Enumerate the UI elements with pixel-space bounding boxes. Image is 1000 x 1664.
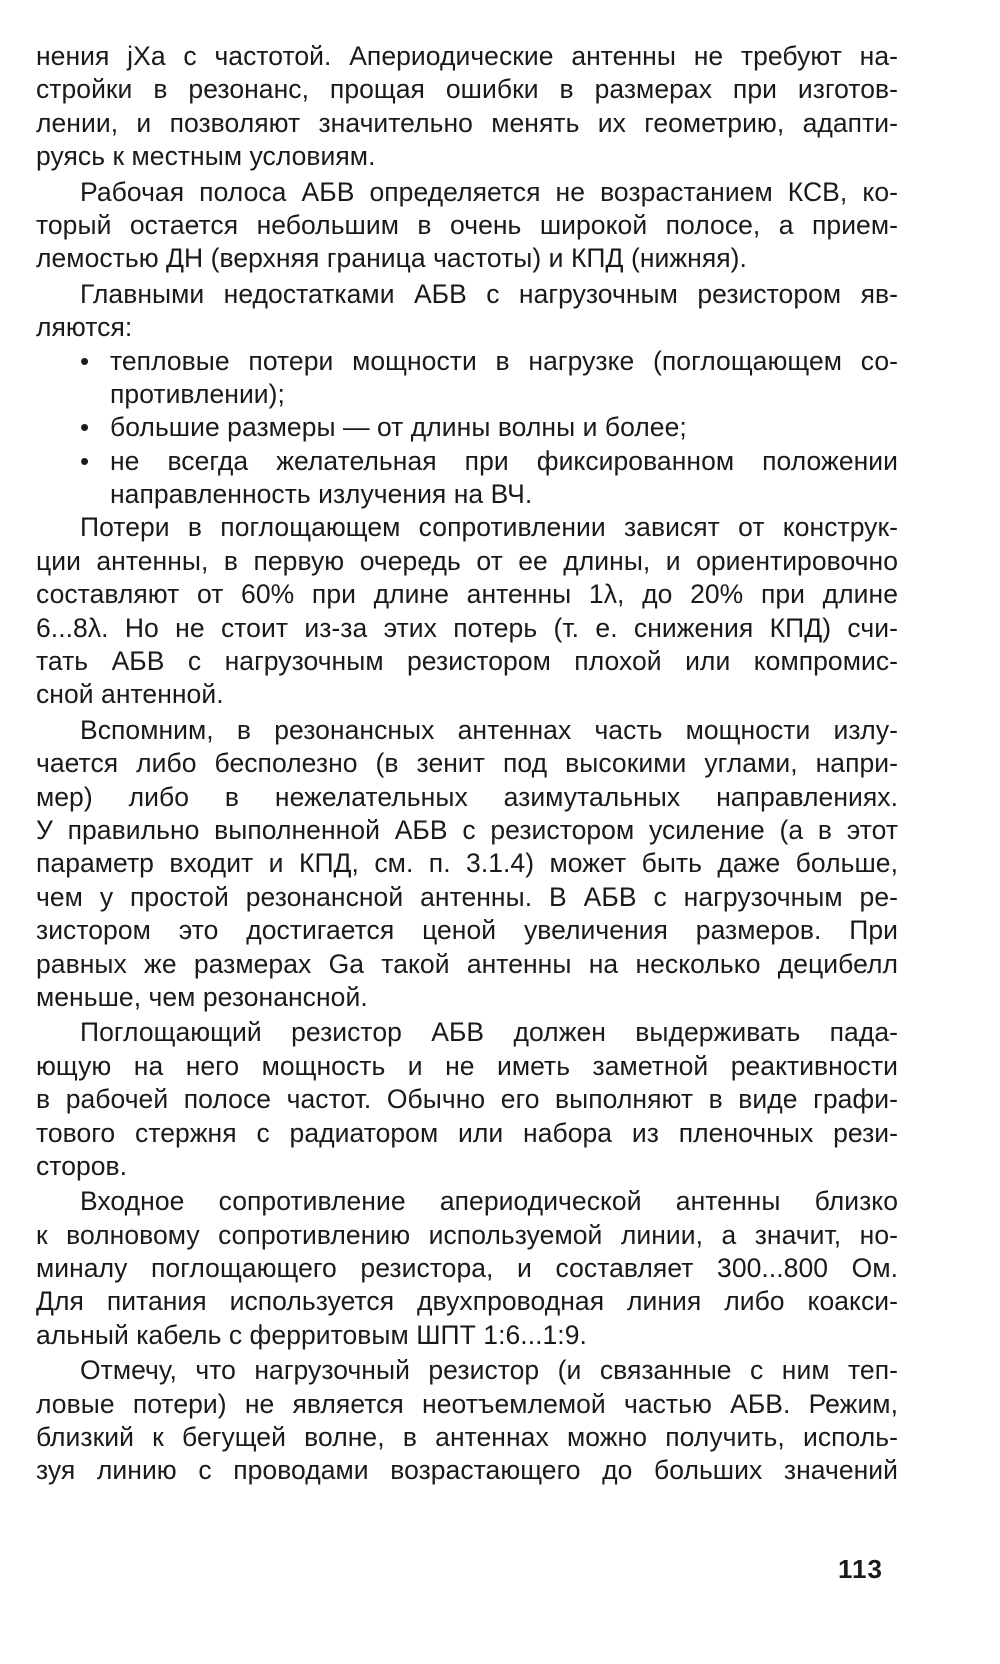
page-body	[36, 40, 898, 1488]
text-line: чается либо бесполезно (в зенит под высокими углами, напри-	[36, 748, 898, 779]
text-line: зистором это достигается ценой увеличения размеров. При	[36, 915, 898, 946]
paragraph-1	[36, 40, 898, 174]
text-line: Рабочая полоса АБВ определяется не возрастанием КСВ, ко-	[80, 176, 898, 207]
bullet-icon: •	[80, 445, 90, 476]
text-line: 6...8λ. Но не стоит из-за этих потерь (т. е. снижения КПД) счи-	[36, 612, 898, 643]
bullet-icon: •	[80, 345, 90, 376]
paragraph-4	[36, 511, 898, 711]
text-line: лении, и позволяют значительно менять их геометрию, адапти-	[36, 107, 898, 138]
text-line: Поглощающий резистор АБВ должен выдерживать пада-	[80, 1017, 898, 1048]
list-item	[36, 445, 898, 512]
text-line: Входное сопротивление апериодической антенны близко	[80, 1186, 898, 1217]
text-line: руясь к местным условиям.	[36, 141, 376, 172]
text-line: миналу поглощающего резистора, и составляет 300...800 Ом.	[36, 1253, 898, 1284]
text-line: У правильно выполненной АБВ с резистором усиление (а в этот	[36, 814, 898, 845]
paragraph-2	[36, 176, 898, 276]
text-line: равных же размерах Ga такой антенны на несколько децибелл	[36, 948, 898, 979]
bullet-icon: •	[80, 412, 90, 443]
paragraph-6	[36, 1016, 898, 1183]
text-line: Главными недостатками АБВ с нагрузочным резистором яв-	[80, 278, 898, 309]
paragraph-7	[36, 1185, 898, 1352]
text-line: ющую на него мощность и не иметь заметной реактивности	[36, 1050, 898, 1081]
text-line: Отмечу, что нагрузочный резистор (и связанные с ним теп-	[80, 1355, 898, 1386]
text-line: тать АБВ с нагрузочным резистором плохой или компромис-	[36, 646, 898, 677]
text-line: сторов.	[36, 1150, 128, 1181]
text-line: лемостью ДН (верхняя граница частоты) и КПД (нижняя).	[36, 243, 747, 274]
paragraph-8	[36, 1354, 898, 1488]
text-line: Вспомним, в резонансных антеннах часть мощности излу-	[80, 714, 898, 745]
text-line: мер) либо в нежелательных азимутальных направлениях.	[36, 781, 898, 812]
text-line: к волновому сопротивлению используемой линии, а значит, но-	[36, 1219, 898, 1250]
bullet-list	[36, 345, 898, 512]
text-line: меньше, чем резонансной.	[36, 981, 368, 1012]
text-line: альный кабель с ферритовым ШПТ 1:6...1:9.	[36, 1319, 587, 1350]
text-line: торый остается небольшим в очень широкой полосе, а прием-	[36, 209, 898, 240]
text-line: сной антенной.	[36, 679, 224, 710]
text-line: Потери в поглощающем сопротивлении зависят от конструк-	[80, 512, 898, 543]
text-line: ции антенны, в первую очередь от ее длины, и ориентировочно	[36, 545, 898, 576]
text-line: стройки в резонанс, прощая ошибки в размерах при изготов-	[36, 74, 898, 105]
text-line: ловые потери) не является неотъемлемой частью АБВ. Режим,	[36, 1388, 898, 1419]
text-line: направленность излучения на ВЧ.	[110, 479, 533, 510]
paragraph-5	[36, 714, 898, 1015]
text-line: в рабочей полосе частот. Обычно его выполняют в виде графи-	[36, 1084, 898, 1115]
text-line: Для питания используется двухпроводная линия либо коакси-	[36, 1286, 898, 1317]
text-line: ляются:	[36, 312, 133, 343]
page-number: 113	[838, 1554, 883, 1584]
text-line: близкий к бегущей волне, в антеннах можно получить, исполь-	[36, 1422, 898, 1453]
text-line: нения jXa с частотой. Апериодические антенны не требуют на-	[36, 41, 898, 71]
text-line: чем у простой резонансной антенны. В АБВ с нагрузочным ре-	[36, 881, 898, 912]
text-line: составляют от 60% при длине антенны 1λ, до 20% при длине	[36, 579, 898, 610]
text-line: тового стержня с радиатором или набора из пленочных рези-	[36, 1117, 898, 1148]
text-line: зуя линию с проводами возрастающего до больших значений	[36, 1455, 898, 1486]
text-line: тепловые потери мощности в нагрузке (поглощающем со-	[110, 345, 898, 376]
text-line: противлении);	[110, 378, 285, 409]
text-line: не всегда желательная при фиксированном положении	[110, 445, 898, 476]
text-line: большие размеры — от длины волны и более;	[110, 412, 687, 443]
list-item	[36, 411, 898, 444]
text-line: параметр входит и КПД, см. п. 3.1.4) может быть даже больше,	[36, 848, 898, 879]
paragraph-3	[36, 278, 898, 345]
list-item	[36, 345, 898, 412]
